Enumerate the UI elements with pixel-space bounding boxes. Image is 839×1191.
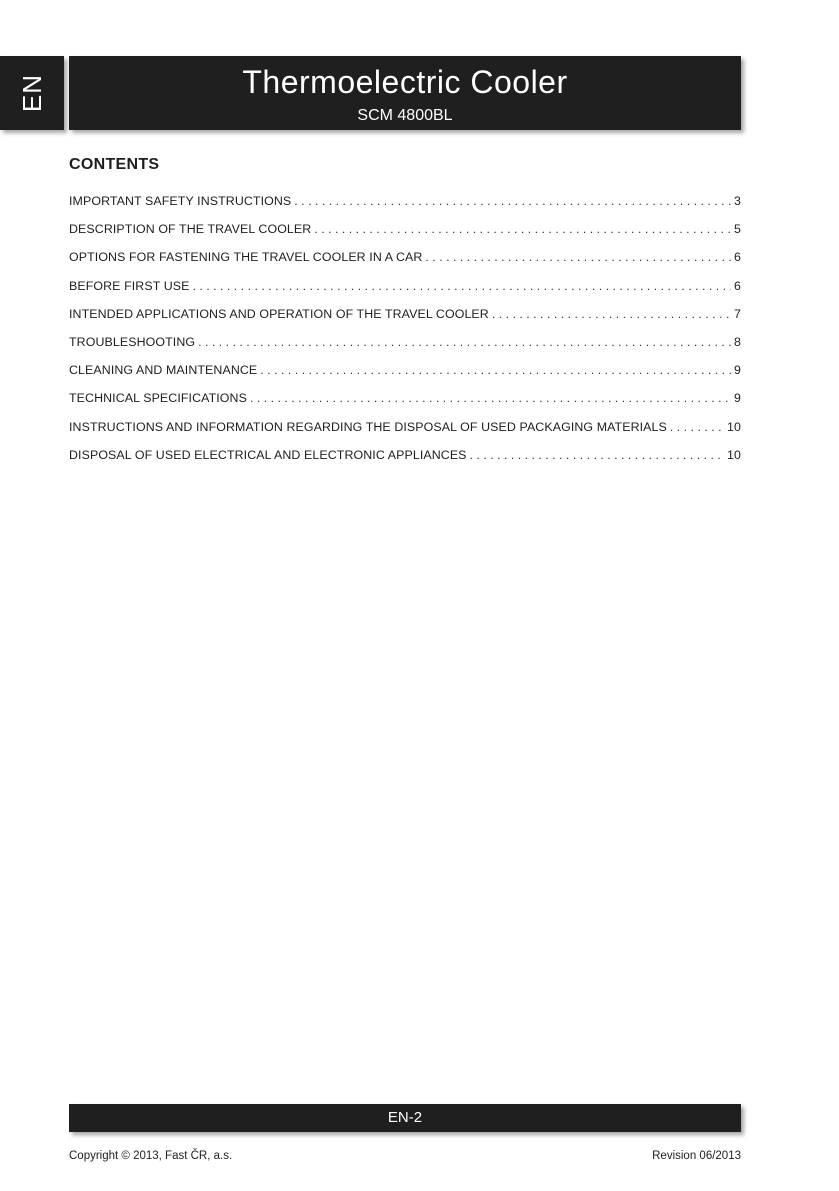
toc-entry-title: IMPORTANT SAFETY INSTRUCTIONS: [69, 194, 292, 208]
toc-entry[interactable]: [69, 222, 741, 250]
toc-entry[interactable]: [69, 279, 741, 307]
toc-entry-title: DISPOSAL OF USED ELECTRICAL AND ELECTRONIC APPLIANCES: [69, 447, 467, 462]
toc-entry[interactable]: [69, 448, 741, 476]
toc-page-number: 10: [727, 419, 741, 434]
toc-dot-leader: [192, 279, 731, 293]
toc-entry[interactable]: [69, 250, 741, 278]
toc-entry[interactable]: [69, 391, 741, 419]
toc-page-number: 9: [734, 391, 741, 406]
toc-page-number: 7: [734, 306, 741, 321]
toc-dot-leader: [198, 335, 731, 349]
toc-dot-leader: [260, 363, 731, 377]
page-number-bar: [69, 1104, 741, 1132]
contents-heading: CONTENTS: [69, 156, 160, 173]
toc-entry[interactable]: [69, 307, 741, 335]
toc-page-number: 6: [734, 250, 741, 265]
toc-page-number: 5: [734, 222, 741, 237]
toc-entry-title: INSTRUCTIONS AND INFORMATION REGARDING THE DISPOSAL OF USED PACKAGING MATERIALS: [69, 419, 667, 434]
toc-page-number: 6: [734, 278, 741, 293]
toc-dot-leader: [294, 194, 731, 208]
toc-dot-leader: [492, 307, 731, 321]
toc-dot-leader: [470, 448, 724, 462]
toc-page-number: 3: [734, 194, 741, 208]
toc-dot-leader: [670, 420, 724, 434]
toc-entry-title: DESCRIPTION OF THE TRAVEL COOLER: [69, 222, 312, 237]
toc-entry-title: BEFORE FIRST USE: [69, 278, 190, 293]
toc-entry[interactable]: [69, 194, 741, 222]
toc-page-number: 10: [727, 447, 741, 462]
toc-entry-title: CLEANING AND MAINTENANCE: [69, 363, 258, 378]
document-title: Thermoelectric Cooler: [242, 64, 568, 100]
toc-entry[interactable]: [69, 420, 741, 448]
language-tab-label: EN: [16, 73, 47, 113]
toc-dot-leader: [314, 222, 731, 236]
copyright-notice: Copyright © 2013, Fast ČR, a.s.: [69, 1150, 233, 1162]
toc-dot-leader: [425, 250, 731, 264]
revision-label: Revision 06/2013: [652, 1150, 741, 1162]
toc-entry[interactable]: [69, 363, 741, 391]
toc-dot-leader: [250, 391, 731, 405]
table-of-contents: [69, 194, 741, 476]
toc-entry[interactable]: [69, 335, 741, 363]
page-number: EN-2: [387, 1109, 423, 1126]
language-tab: [0, 56, 64, 130]
document-header: [69, 56, 741, 130]
toc-entry-title: INTENDED APPLICATIONS AND OPERATION OF THE TRAVEL COOLER: [69, 306, 489, 321]
toc-entry-title: TROUBLESHOOTING: [69, 334, 196, 349]
toc-entry-title: OPTIONS FOR FASTENING THE TRAVEL COOLER IN A CAR: [69, 250, 423, 265]
model-number: SCM 4800BL: [357, 107, 453, 124]
toc-page-number: 8: [734, 334, 741, 349]
toc-entry-title: TECHNICAL SPECIFICATIONS: [69, 391, 247, 406]
toc-page-number: 9: [734, 363, 741, 378]
